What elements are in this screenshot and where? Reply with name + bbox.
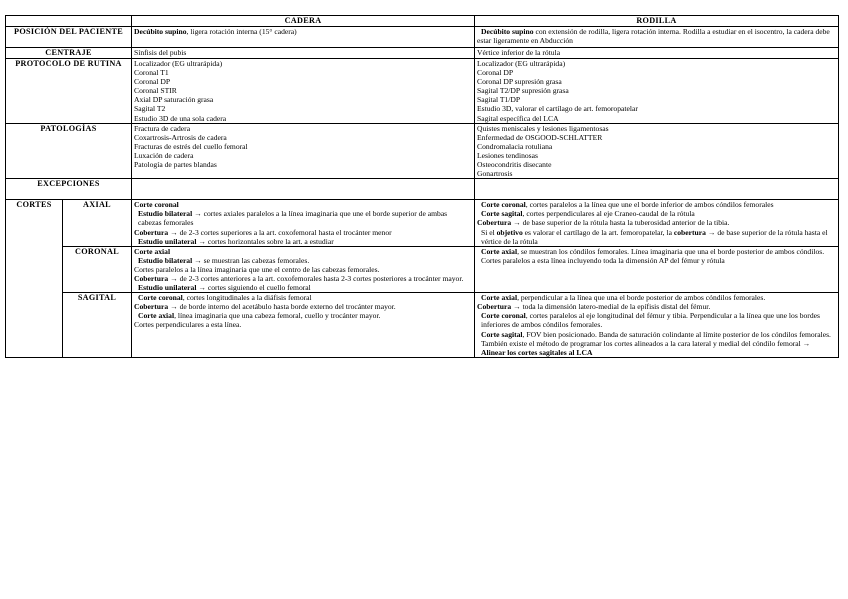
bold-term: Corte sagital	[481, 329, 523, 339]
list-item: Osteocondritis disecante	[477, 160, 552, 170]
sagital-cadera-line	[134, 311, 472, 320]
posicion-rodilla	[475, 27, 839, 48]
axial-rodilla	[475, 200, 839, 246]
bold-term: cobertura	[673, 227, 706, 237]
excepciones-cadera	[132, 179, 475, 200]
list-item: Estudio 3D de una sola cadera	[134, 113, 227, 123]
list-item: Localizador (EG ultrarápida)	[134, 59, 223, 68]
bold-term: Estudio bilateral	[138, 209, 193, 219]
list-item: Coronal STIR	[134, 86, 177, 96]
list-item: Sagital específica del LCA	[477, 113, 559, 123]
list-item: Estudio 3D, valorar el cartílago de art. femoropatelar	[477, 104, 638, 114]
line-text: → de 2-3 cortes superiores a la art. coxofemoral hasta el trocánter menor	[168, 227, 392, 237]
coronal-cadera-line	[134, 256, 472, 265]
list-item: Localizador (EG ultrarápida)	[477, 59, 566, 68]
row-label-protocolo: PROTOCOLO DE RUTINA	[6, 59, 132, 124]
axial-cadera-line	[134, 209, 472, 227]
line-text: → cortes axiales paralelos a la línea imaginaria que une el borde superior de ambas cabezas femorales	[138, 209, 448, 228]
bold-term: Corte coronal	[138, 293, 183, 303]
line-text: , FOV bien posicionado. Banda de saturación colindante al límite posterior de los cóndilos femorales.	[522, 329, 831, 339]
axial-cadera-line: Corte coronal	[134, 200, 179, 210]
bold-term: Cobertura	[134, 273, 169, 283]
posicion-cadera	[132, 27, 475, 48]
line-text: es valorar el cartílago de la art. femoropatelar, la	[522, 227, 674, 237]
sagital-rodilla-line	[477, 293, 836, 302]
protocolo-cadera	[132, 59, 475, 124]
posicion-rodilla-text: con extensión de rodilla, ligera rotación interna. Rodilla a estudiar en el isocentro, la cadera debe estar ligeramente en Abducción	[477, 27, 830, 46]
axial-cadera-line	[134, 237, 472, 246]
sagital-cadera-line	[134, 293, 472, 302]
axial-cadera-line	[134, 228, 472, 237]
sagital-rodilla-line	[477, 302, 836, 311]
list-item: Coronal DP	[134, 77, 171, 87]
row-centraje	[6, 48, 839, 59]
line-text: También existe el método de programar los cortes alineados a la cara lateral y medial del cóndilo femoral →	[481, 338, 811, 348]
sagital-rodilla-line	[477, 311, 836, 329]
list-item: Enfermedad de OSGOOD-SCHLATTER	[477, 132, 603, 142]
bold-term: Cobertura	[134, 302, 169, 312]
bold-term: Corte axial	[481, 246, 518, 256]
line-text: Si el	[481, 227, 497, 237]
line-text: , perpendicular a la línea que una el borde posterior de ambos cóndilos femorales.	[517, 293, 766, 303]
row-cortes-axial	[6, 200, 839, 246]
sagital-cadera	[132, 293, 475, 358]
list-item: Coronal DP supresión grasa	[477, 77, 562, 87]
bold-term: Estudio unilateral	[138, 283, 197, 293]
list-item: Sagital T2	[134, 104, 166, 114]
patologias-cadera	[132, 123, 475, 179]
sagital-rodilla	[475, 293, 839, 358]
bold-term: Alinear los cortes sagitales al LCA	[481, 347, 593, 357]
row-cortes-coronal	[6, 246, 839, 292]
coronal-rodilla-line	[477, 247, 836, 256]
coronal-cadera-line	[134, 274, 472, 283]
sagital-cadera-line: Cortes perpendiculares a esta línea.	[134, 320, 242, 330]
list-item: Coxartrosis-Artrosis de cadera	[134, 132, 227, 142]
bold-term: Corte sagital	[481, 209, 523, 219]
axial-cadera	[132, 200, 475, 246]
line-text: → de base superior de la rótula hasta la tuberosidad anterior de la tibia.	[511, 218, 730, 228]
line-text: , cortes paralelos al eje longitudinal del fémur y tibia. Perpendicular a la línea que une los bordes inferiores de ambos cóndilos femorales.	[481, 311, 820, 330]
list-item: Sagital T2/DP supresión grasa	[477, 86, 569, 96]
list-item: Sagital T1/DP	[477, 95, 521, 105]
sagital-rodilla-line	[477, 330, 836, 339]
list-item: Lesiones tendinosas	[477, 150, 538, 160]
line-text: , cortes paralelos a la línea que une el borde inferior de ambos cóndilos femorales	[525, 200, 774, 210]
line-text: → cortes siguiendo el cuello femoral	[196, 283, 311, 293]
row-label-patologias: PATOLOGÍAS	[6, 123, 132, 179]
line-text: → de base superior de la rótula hasta el vértice de la rótula	[481, 227, 828, 246]
row-cortes-sagital	[6, 293, 839, 358]
mri-protocol-table	[5, 15, 839, 358]
row-label-posicion: POSICIÓN DEL PACIENTE	[6, 27, 132, 48]
list-item: Fractura de cadera	[134, 123, 191, 133]
row-protocolo	[6, 59, 839, 124]
patologias-rodilla	[475, 123, 839, 179]
list-item: Quistes meniscales y lesiones ligamentosas	[477, 123, 609, 133]
bold-term: objetivo	[496, 227, 523, 237]
row-label-cortes: CORTES	[6, 200, 63, 358]
bold-term: Corte axial	[138, 311, 175, 321]
posicion-cadera-bold: Decúbito supino	[134, 27, 187, 36]
coronal-cadera-line	[134, 283, 472, 292]
posicion-cadera-text: , ligera rotación interna (15° cadera)	[186, 27, 297, 36]
line-text: → de 2-3 cortes anteriores a la art. coxofemorales hasta 2-3 cortes posteriores a trocánter mayor.	[168, 273, 464, 283]
coronal-cadera-line: Corte axial	[134, 246, 171, 256]
sagital-cadera-line	[134, 302, 472, 311]
row-posicion	[6, 27, 839, 48]
coronal-cadera-line: Cortes paralelos a la línea imaginaria que une el centro de las cabezas femorales.	[134, 264, 380, 274]
excepciones-rodilla	[475, 179, 839, 200]
subrow-label-sagital: SAGITAL	[63, 293, 132, 358]
centraje-cadera: Sínfisis del pubis	[132, 48, 475, 59]
col-header-cadera: CADERA	[132, 16, 475, 27]
list-item: Condromalacia rotuliana	[477, 141, 553, 151]
list-item: Coronal T1	[134, 68, 169, 78]
line-text: → de borde interno del acetábulo hasta borde externo del trocánter mayor.	[168, 302, 396, 312]
list-item: Gonartrosis	[477, 169, 513, 179]
line-text: , se muestran los cóndilos femorales. Línea imaginaria que una el borde posterior de ambos cóndilos.	[517, 246, 825, 256]
coronal-rodilla	[475, 246, 839, 292]
line-text: → cortes horizontales sobre la art. a estudiar	[196, 236, 334, 246]
centraje-rodilla: Vértice inferior de la rótula	[475, 48, 839, 59]
line-text: , cortes perpendiculares al eje Craneo-caudal de la rótula	[522, 209, 695, 219]
bold-term: Corte coronal	[481, 200, 526, 210]
col-header-rodilla: RODILLA	[475, 16, 839, 27]
bold-term: Corte coronal	[481, 311, 526, 321]
bold-term: Estudio bilateral	[138, 255, 193, 265]
coronal-rodilla-line: Cortes paralelos a esta línea incluyendo toda la dimensión AP del fémur y rótula	[481, 255, 725, 265]
coronal-cadera	[132, 246, 475, 292]
axial-rodilla-line	[477, 228, 836, 246]
line-text: → toda la dimensión latero-medial de la epífisis distal del fémur.	[511, 302, 711, 312]
axial-rodilla-line	[477, 200, 836, 209]
list-item: Patología de partes blandas	[134, 160, 217, 170]
bold-term: Cobertura	[134, 227, 169, 237]
bold-term: Corte axial	[481, 293, 518, 303]
list-item: Axial DP saturación grasa	[134, 95, 214, 105]
subrow-label-coronal: CORONAL	[63, 246, 132, 292]
row-label-centraje: CENTRAJE	[6, 48, 132, 59]
axial-rodilla-line	[477, 209, 836, 218]
list-item: Coronal DP	[477, 68, 514, 78]
line-text: → se muestran las cabezas femorales.	[192, 255, 310, 265]
header-row	[6, 16, 839, 27]
posicion-rodilla-bold: Decúbito supino	[481, 27, 534, 36]
line-text: , línea imaginaria que una cabeza femoral, cuello y trocánter mayor.	[174, 311, 381, 321]
row-patologias	[6, 123, 839, 179]
header-empty-cell	[6, 16, 132, 27]
bold-term: Estudio unilateral	[138, 236, 197, 246]
protocolo-rodilla	[475, 59, 839, 124]
row-label-excepciones: EXCEPCIONES	[6, 179, 132, 200]
row-excepciones	[6, 179, 839, 200]
list-item: Fracturas de estrés del cuello femoral	[134, 141, 248, 151]
sagital-rodilla-line	[477, 339, 836, 357]
list-item: Luxación de cadera	[134, 150, 194, 160]
axial-rodilla-line	[477, 218, 836, 227]
line-text: , cortes longitudinales a la diáfisis femoral	[182, 293, 312, 303]
bold-term: Cobertura	[477, 218, 512, 228]
bold-term: Cobertura	[477, 302, 512, 312]
subrow-label-axial: AXIAL	[63, 200, 132, 246]
